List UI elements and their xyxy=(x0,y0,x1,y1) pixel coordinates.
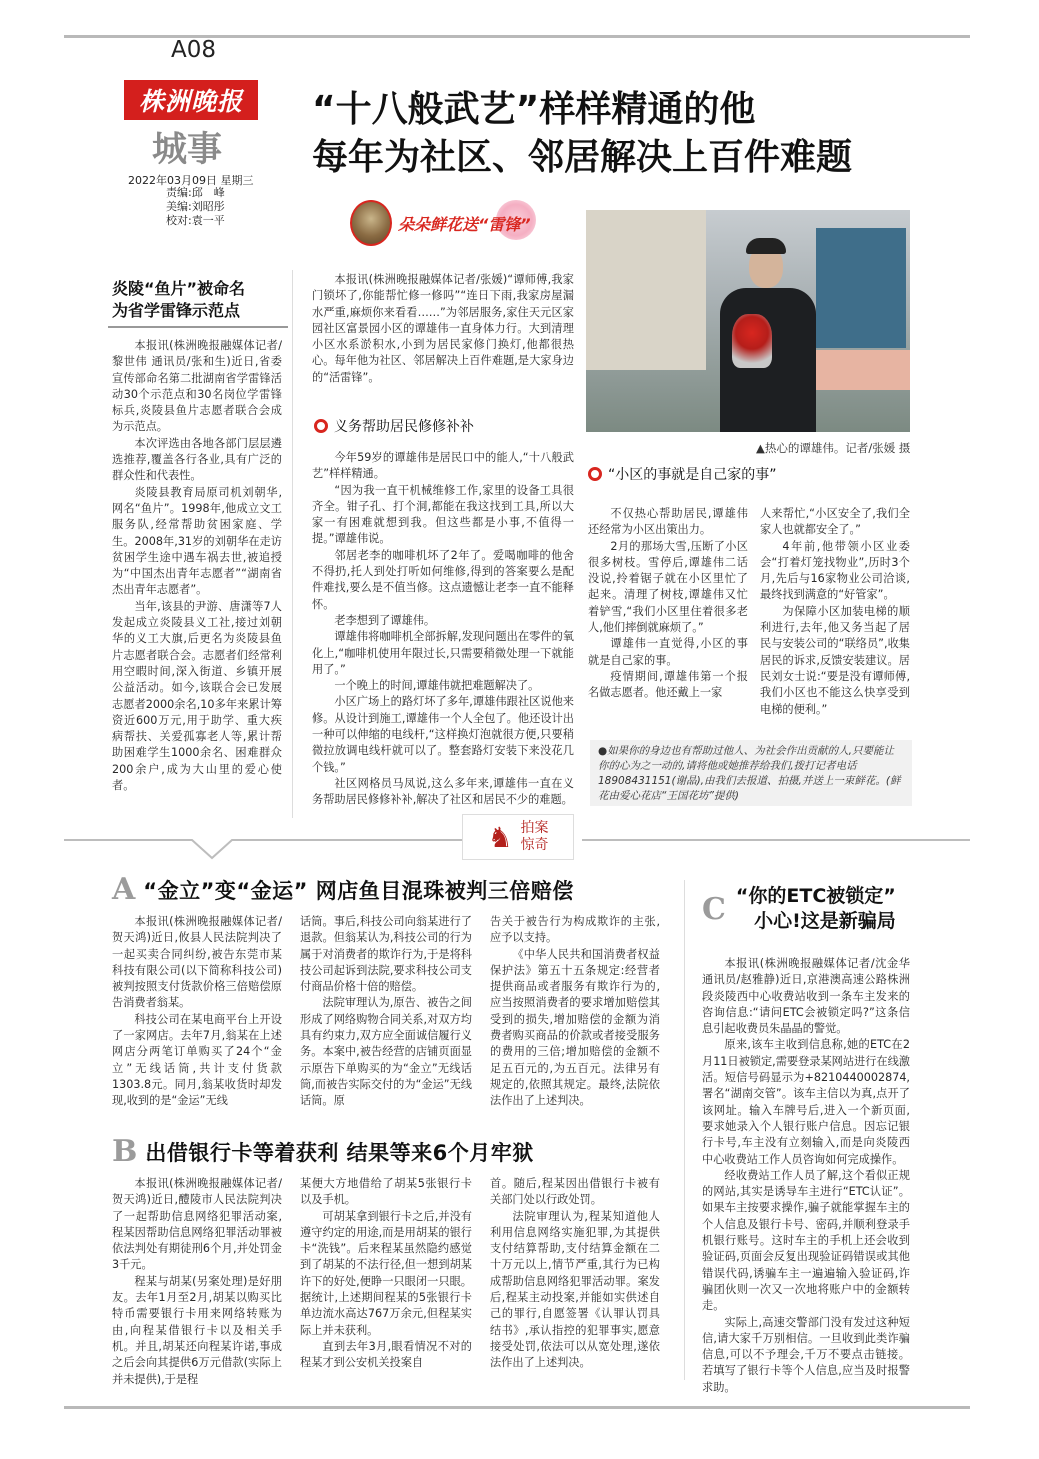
credit-proofreader: 校对:袁一平 xyxy=(166,214,225,227)
case-para: 直到去年3月,眼看情况不对的程某才到公安机关投案自 xyxy=(300,1339,472,1370)
credit-designer: 美编:刘昭彤 xyxy=(166,200,225,213)
case-c-title xyxy=(736,884,896,934)
case-para: 科技公司在某电商平台上开设了一家网店。去年7月,翁某在上述网店分两笔订单购买了24个“金立”无线话筒,共计支付货款1303.8元。同月,翁某收货时却发现,收到的是“金运”无线 xyxy=(112,1012,282,1108)
case-a-col3 xyxy=(490,914,660,1110)
case-para: 《中华人民共和国消费者权益保护法》第五十五条规定:经营者提供商品或者服务有欺诈行为的,应当按照消费者的要求增加赔偿其受到的损失,增加赔偿的金额为消费者购买商品的价款或者接受服务的费用的三倍;增加赔偿的金额不足五百元的,为五百元。法律另有规定的,依照其规定。最终,法院依法作出了上述判决。 xyxy=(490,947,660,1108)
ring-icon xyxy=(588,467,602,481)
main-para: 4年前,他带领小区业委会“打着灯笼找物业”,历时3个月,先后与16家物业公司洽谈,最终找到满意的“好管家”。 xyxy=(760,539,910,602)
lei-feng-badge xyxy=(350,198,550,248)
case-logo-bottom: 惊奇 xyxy=(520,837,549,853)
case-a-title: “金立”变“金运” 网店鱼目混珠被判三倍赔偿 xyxy=(143,878,574,903)
case-para: 程某与胡某(另案处理)是好朋友。去年1月至2月,胡某以购买比特币需要银行卡用来网络转账为由,向程某借银行卡以及相关手机。并且,胡某还向程某许诺,事成之后会向其提供6万元借款(实际上并未提供),于是程 xyxy=(112,1274,282,1386)
case-para: 经收费站工作人员了解,这个看似正规的网站,其实是诱导车主进行“ETC认证”。如果车主按要求操作,骗子就能掌握车主的个人信息及银行卡号、密码,并顺利登录手机银行账号。这时车主的手机上还会收到验证码,页面会反复出现验证码错误或其他错误代码,诱骗车主一遍遍输入验证码,诈骗团伙则一次又一次地将账户中的金额转走。 xyxy=(702,1168,910,1313)
main-para: 老李想到了谭雄伟。 xyxy=(334,613,436,627)
main-para: 小区广场上的路灯坏了多年,谭雄伟跟社区说他来修。从设计到施工,谭雄伟一个人全包了。他还设计出一种可以伸缩的电线杆,“这样换灯泡就很方便,只要稍微拉放调电线杆就可以了。整套路灯安装下来没花几个钱。” xyxy=(312,695,574,774)
headline-line1: “十八般武艺”样样精通的他 xyxy=(312,89,756,130)
case-a-col2 xyxy=(300,914,472,1110)
case-a-col1 xyxy=(112,914,282,1110)
main-para: 谭雄伟将咖啡机全部拆解,发现问题出在零件的氧化上,“咖啡机使用年限过长,只需要稍微处理一下就能用了。” xyxy=(312,630,574,676)
ring-icon xyxy=(314,419,328,433)
photo-flowers xyxy=(732,314,772,368)
main-para: 社区网格员马凤说,这么多年来,谭雄伟一直在义务帮助居民修修补补,解决了社区和居民不少的难题。 xyxy=(312,776,574,807)
case-b-col2 xyxy=(300,1176,472,1372)
case-a-heading xyxy=(112,872,574,907)
case-c-title-line1: “你的ETC被锁定” xyxy=(735,885,896,907)
case-c-heading xyxy=(702,884,896,934)
photo-caption: ▲热心的谭雄伟。记者/张媛 摄 xyxy=(756,441,911,455)
issue-date: 2022年03月09日 星期三 xyxy=(128,174,254,187)
main-para: 今年59岁的谭雄伟是居民口中的能人,“十八般武艺”样样精通。 xyxy=(312,451,574,481)
side-para: 当年,该县的尹游、唐潇等7人发起成立炎陵县义工社,接过刘朝华的义工大旗,后更名为炎陵县鱼片志愿者联合会。志愿者们经常利用空暇时间,深入街道、乡镇开展公益活动。如今,该联合会已发展志愿者2000余名,10多年来累计筹资近600万元,用于助学、重大疾病帮扶、关爱孤寡老人等,累计帮助困难学生1000余名、困难群众200余户,成为大山里的爱心使者。 xyxy=(112,599,282,793)
side-headline-line2: 为省学雷锋示范点 xyxy=(112,301,241,320)
case-column-logo xyxy=(462,814,574,860)
main-para: 不仅热心帮助居民,谭雄伟还经常为小区出策出力。 xyxy=(588,507,748,537)
column-divider xyxy=(292,270,293,818)
case-c-title-line2: 小心!这是新骗局 xyxy=(754,910,896,932)
main-para: 为保障小区加装电梯的顺利进行,去年,他又务当起了居民与安装公司的“联络员”,收集居民的诉求,反馈安装建议。居民刘女士说:“要是没有谭师傅,我们小区也不能这么快享受到电梯的便利。” xyxy=(760,604,910,716)
photo-person-cap xyxy=(746,238,786,254)
bottom-rule xyxy=(64,1406,970,1409)
case-para: 告关于被告行为构成欺诈的主张,应予以支持。 xyxy=(490,915,660,945)
main-para: 2月的那场大雪,压断了小区很多树枝。雪停后,谭雄伟二话没说,拎着锯子就在小区里忙了起来。清理了树枝,谭雄伟又忙着铲雪,“我们小区里住着很多老人,他们摔倒就麻烦了。” xyxy=(588,539,748,635)
paper-masthead xyxy=(124,80,258,120)
case-b-title: 出借银行卡等着获利 结果等来6个月牢狱 xyxy=(145,1140,534,1165)
case-para: 话筒。事后,科技公司向翁某进行了退款。但翁某认为,科技公司的行为属于对消费者的欺诈行为,于是将科技公司起诉到法院,要求科技公司支付商品价格十倍的赔偿。 xyxy=(300,915,472,994)
page-number: A08 xyxy=(171,37,217,63)
case-c-letter: C xyxy=(702,891,726,927)
horse-icon: ♞ xyxy=(487,820,513,854)
subhead-community-text: “小区的事就是自己家的事” xyxy=(608,467,777,483)
side-para: 本报讯(株洲晚报融媒体记者/黎世伟 通讯员/张和生)近日,省委宣传部命名第二批湖南省学雷锋活动30个示范点和30名岗位学雷锋标兵,炎陵县鱼片志愿者联合会成为示范点。 xyxy=(112,339,282,434)
subhead-repairs xyxy=(314,416,474,436)
side-divider-top xyxy=(108,326,288,328)
photo-sign xyxy=(816,228,906,348)
credit-editor: 责编:邱 峰 xyxy=(166,186,225,199)
side-headline-line1: 炎陵“鱼片”被命名 xyxy=(112,279,246,298)
case-para: 可胡某拿到银行卡之后,并没有遵守约定的用途,而是用胡某的银行卡“洗钱”。后来程某虽然隐约感觉到了胡某的不法行径,但一想到胡某许下的好处,便睁一只眼闭一只眼。据统计,上述期间程某的5张银行卡单边流水高达767万余元,但程某实际上并未获利。 xyxy=(300,1209,472,1337)
recommend-note xyxy=(590,740,912,806)
case-c-divider xyxy=(684,880,685,1380)
subhead-community xyxy=(588,464,777,484)
main-headline xyxy=(312,86,952,182)
case-b-col1 xyxy=(112,1176,282,1388)
main-para: 谭雄伟一直觉得,小区的事就是自己家的事。 xyxy=(588,637,748,667)
main-col1 xyxy=(312,450,574,809)
case-b-heading xyxy=(112,1134,534,1169)
case-para: 原来,该车主收到信息称,她的ETC在2月11日被锁定,需要登录某网站进行在线激活。短信号码显示为+8210440002874,署名“湖南交管”。该车主信以为真,点开了该网址。输入车牌号后,进入一个新页面,要求她录入个人银行账户信息。因忘记银行卡号,车主没有立刻输入,而是向炎陵西中心收费站工作人员咨询如何完成操作。 xyxy=(702,1038,910,1166)
main-para: 疫情期间,谭雄伟第一个报名做志愿者。他还戴上一家 xyxy=(588,669,748,700)
main-intro xyxy=(312,272,574,386)
case-para: 法院审理认为,原告、被告之间形成了网络购物合同关系,对双方均具有约束力,双方应全面诚信履行义务。本案中,被告经营的店铺页面显示原告下单购买的为“金立”无线话筒,而被告实际交付的为“金运”无线话筒。原 xyxy=(300,996,472,1108)
credits xyxy=(166,186,225,228)
photo-building xyxy=(586,210,706,370)
lei-feng-portrait xyxy=(350,200,392,246)
recommend-note-text: ●如果你的身边也有帮助过他人、为社会作出贡献的人,只要能让你的心为之一动的,请将他或她推荐给我们,拨打记者电话18908431151(谢晶),由我们去报道、拍摄,并送上一束鲜花。(鲜花由爱心花店“王国花坊”提供) xyxy=(598,745,901,802)
case-para: 本报讯(株洲晚报融媒体记者/沈金华 通讯员/赵雅静)近日,京港澳高速公路株洲段炎陵西中心收费站收到一条车主发来的咨询信息:“请问ETC会被锁定吗?”这条信息引起收费员朱晶晶的警觉。 xyxy=(702,957,910,1036)
section-name: 城事 xyxy=(152,129,223,170)
case-b-col3 xyxy=(490,1176,660,1372)
badge-text: 朵朵鲜花送“雷锋” xyxy=(398,214,531,234)
side-headline xyxy=(112,278,282,322)
case-para: 实际上,高速交警部门没有发过这种短信,请大家千万别相信。一旦收到此类诈骗信息,可以不予理会,千万不要点击链接。若填写了银行卡等个人信息,应当及时报警求助。 xyxy=(702,1315,910,1394)
case-b-letter: B xyxy=(112,1134,138,1169)
main-col2 xyxy=(588,506,748,702)
side-story-body xyxy=(112,338,282,794)
case-a-letter: A xyxy=(112,872,136,907)
case-logo-text xyxy=(521,820,549,854)
case-para: 某便大方地借给了胡某5张银行卡以及手机。 xyxy=(300,1177,472,1207)
case-para: 本报讯(株洲晚报融媒体记者/贺天鸿)近日,醴陵市人民法院判决了一起帮助信息网络犯罪活动案,程某因帮助信息网络犯罪活动罪被依法判处有期徒刑6个月,并处罚金3千元。 xyxy=(112,1177,282,1272)
main-para: 一个晚上的时间,谭雄伟就把难题解决了。 xyxy=(334,679,540,693)
main-para: “因为我一直干机械维修工作,家里的设备工具很齐全。钳子孔、打个洞,都能在我这找到工具,所以大家一有困难就想到我。但这些都是小事,不值得一提。”谭雄伟说。 xyxy=(312,483,574,546)
side-para: 本次评选由各地各部门层层遴选推荐,覆盖各行各业,具有广泛的群众性和代表性。 xyxy=(112,436,282,483)
case-logo-top: 拍案 xyxy=(520,820,549,836)
photo-board xyxy=(814,350,910,390)
paper-name: 株洲晚报 xyxy=(138,87,243,116)
story-photo xyxy=(586,210,910,432)
main-col3 xyxy=(760,506,910,718)
main-para: 人来帮忙,“小区安全了,我们全家人也就都安全了。” xyxy=(760,507,910,537)
case-c-body xyxy=(702,956,910,1396)
headline-line2: 每年为社区、邻居解决上百件难题 xyxy=(312,137,853,178)
side-para: 炎陵县教育局原司机刘朝华,网名“鱼片”。1998年,他成立文工服务队,经常帮助贫困家庭、学生。2008年,31岁的刘朝华在走访贫困学生途中遇车祸去世,被追授为“中国杰出青年志愿者”“湖南省杰出青年志愿者”。 xyxy=(112,485,282,597)
main-para: 邻居老李的咖啡机坏了2年了。爱喝咖啡的他舍不得扔,托人到处打听如何维修,得到的答案要么是配件难找,要么是不值当修。这点遗憾让老李一直不能释怀。 xyxy=(312,548,574,611)
case-para: 首。随后,程某因出借银行卡被有关部门处以行政处罚。 xyxy=(490,1177,660,1207)
subhead-repairs-text: 义务帮助居民修修补补 xyxy=(334,419,474,435)
intro-para: 本报讯(株洲晚报融媒体记者/张媛)“谭师傅,我家门锁坏了,你能帮忙修一修吗”“连日下雨,我家房屋漏水严重,麻烦你来看看……”为邻居服务,家住天元区家园社区富景园小区的谭雄伟一直身体力行。大到清理小区水系淤积水,小到为居民家修门换灯,他都很热心。每年他为社区、邻居解决上百件难题,是大家身边的“活雷锋”。 xyxy=(312,273,574,384)
case-para: 本报讯(株洲晚报融媒体记者/贺天鸿)近日,攸县人民法院判决了一起买卖合同纠纷,被告东莞市某科技有限公司(以下简称科技公司)被判按照支付货款价格三倍赔偿原告消费者翁某。 xyxy=(112,915,282,1010)
case-para: 法院审理认为,程某知道他人利用信息网络实施犯罪,为其提供支付结算帮助,支付结算金额在二十万元以上,情节严重,其行为已构成帮助信息网络犯罪活动罪。案发后,程某主动投案,并能如实供述自己的罪行,自愿签署《认罪认罚具结书》,承认指控的犯罪事实,愿意接受处罚,依法可以从宽处理,遂依法作出了上述判决。 xyxy=(490,1209,660,1370)
